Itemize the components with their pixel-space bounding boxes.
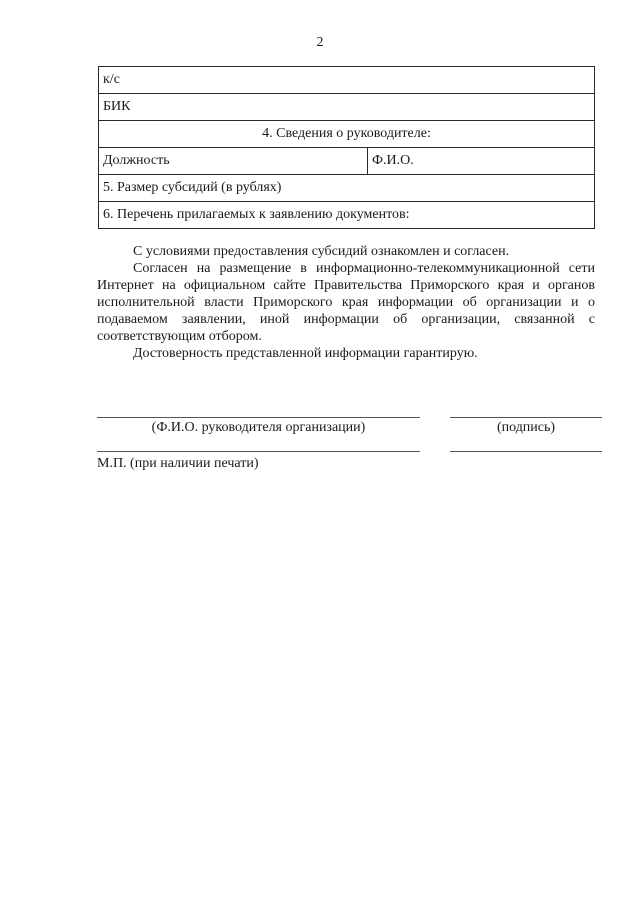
- consent-text: [97, 243, 595, 362]
- table-row: [99, 175, 595, 202]
- signature-underline: [450, 451, 602, 452]
- correspondent-account-cell: к/с: [99, 67, 595, 94]
- stamp-caption: М.П. (при наличии печати): [97, 456, 259, 471]
- documents-list-cell: 6. Перечень прилагаемых к заявлению документов:: [99, 202, 595, 229]
- subsidy-amount-cell: 5. Размер субсидий (в рублях): [99, 175, 595, 202]
- page-number: 2: [316, 35, 324, 50]
- signature-caption: (подпись): [496, 420, 556, 435]
- publication-consent-paragraph: Согласен на размещение в информационно-телекоммуникационной сети Интернет на официальном сайте Правительства Приморского края и органов исполнительной власти Приморского края информации об организации и о подаваемом заявлении, иной информации об организации, связанной с соответствующим отбором.: [97, 261, 595, 344]
- table-row: [99, 121, 595, 148]
- consent-paragraph: С условиями предоставления субсидий ознакомлен и согласен.: [133, 244, 510, 259]
- fio-cell: Ф.И.О.: [368, 148, 595, 175]
- bik-cell: БИК: [99, 94, 595, 121]
- head-fio-line: [97, 417, 420, 418]
- table-row: [99, 148, 595, 175]
- section-4-header: 4. Сведения о руководителе:: [99, 121, 595, 148]
- head-fio-caption: (Ф.И.О. руководителя организации): [151, 420, 366, 435]
- table-row: [99, 94, 595, 121]
- signature-line: [450, 417, 602, 418]
- accuracy-guarantee-paragraph: Достоверность представленной информации гарантирую.: [133, 346, 478, 361]
- position-cell: Должность: [99, 148, 368, 175]
- application-form-table: [98, 66, 595, 229]
- head-fio-underline: [97, 451, 420, 452]
- table-row: [99, 67, 595, 94]
- table-row: [99, 202, 595, 229]
